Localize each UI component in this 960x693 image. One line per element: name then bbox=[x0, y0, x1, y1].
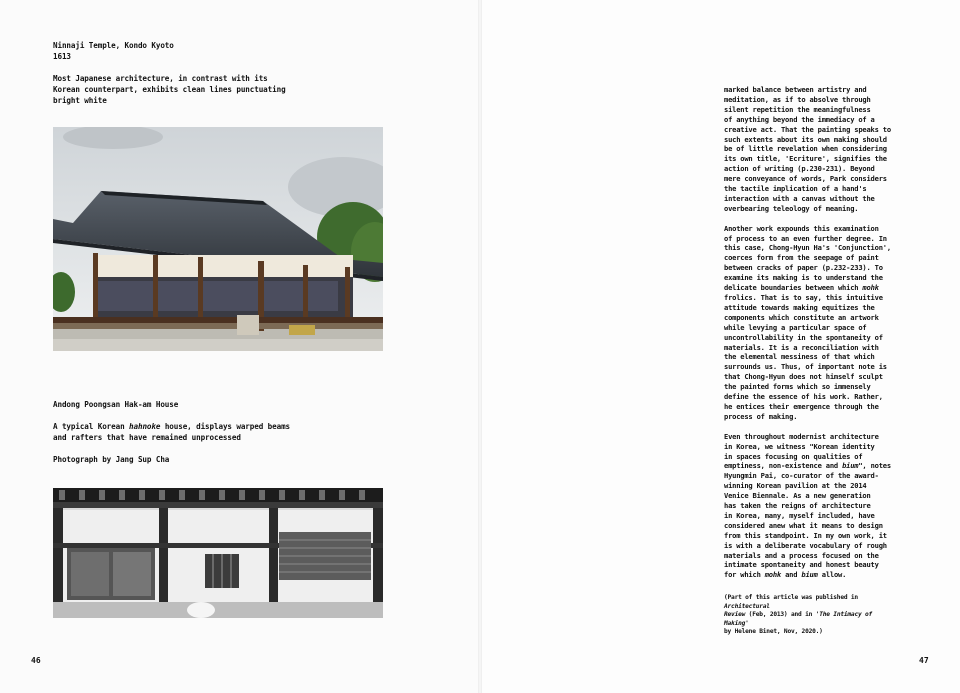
temple-photo bbox=[53, 127, 383, 351]
article-body bbox=[724, 85, 894, 646]
emphasis: bium bbox=[842, 461, 859, 471]
emphasis: mohk bbox=[764, 570, 782, 580]
spine-gutter bbox=[478, 0, 482, 693]
caption-title: Ninnaji Temple, Kondo Kyoto bbox=[53, 41, 174, 50]
page-number-left: 46 bbox=[31, 656, 41, 665]
emphasis: hahnoke bbox=[129, 422, 161, 431]
caption-line: and rafters that have remained unprocessed bbox=[53, 433, 241, 442]
emphasis: mohk bbox=[862, 283, 879, 293]
hanok-illustration bbox=[53, 488, 383, 618]
emphasis: 'The Intimacy of Making' bbox=[724, 611, 873, 627]
caption-line: A typical Korean hahnoke house, displays warped beams bbox=[53, 422, 291, 431]
paragraph: Even throughout modernist architecture in Korea, we witness "Korean identity in spaces focusing on qualities of emptiness, non-existence and bium", notes Hyungmin Pai, co-curator of the award- winning Korean pavilion at the 2014 Venice Biennale. As a new generation has taken the reigns of architecture in Korea, many, myself included, have considered anew what it means to design from this standpoint. In my own work, it is with a deliberate vocabulary of rough materials and a process focused on the intimate spontaneity and honest beauty for which mohk and bium allow. bbox=[724, 431, 891, 580]
caption-year: 1613 bbox=[53, 52, 71, 61]
publication-note: (Part of this article was published in Architectural Review (Feb, 2013) and in 'The Intimacy of Making' by Helene Binet, Nov, 2020.) bbox=[724, 594, 873, 635]
photo-credit: Photograph by Jang Sup Cha bbox=[53, 455, 170, 464]
emphasis: bium bbox=[801, 570, 818, 580]
caption-line: Korean counterpart, exhibits clean lines punctuating bbox=[53, 85, 286, 94]
paragraph: marked balance between artistry and meditation, as if to absolve through silent repetition the meaningfulness of anything beyond the immediacy of a creative act. That the painting speaks to such extents about its own making should be of little revelation when considering its own title, 'Ecriture', signifies the action of writing (p.230-231). Beyond mere conveyance of words, Park considers the tactile implication of a hand's interaction with a canvas without the overbearing teleology of meaning. bbox=[724, 85, 891, 213]
emphasis: Architectural Review bbox=[724, 602, 770, 619]
caption-line: Most Japanese architecture, in contrast with its bbox=[53, 74, 268, 83]
caption-andong bbox=[53, 399, 293, 465]
caption-title: Andong Poongsan Hak-am House bbox=[53, 400, 179, 409]
page-number-right: 47 bbox=[919, 656, 929, 665]
temple-illustration bbox=[53, 127, 383, 351]
paragraph: Another work expounds this examination of process to an even further degree. In this case, Chong-Hyun Ha's 'Conjunction', coerces form from the seepage of paint between cracks of paper (p.232-233). To examine its making is to understand the delicate boundaries between which mohk frolics. That is to say, this intuitive attitude towards making equitizes the components which constitute an artwork while levying a particular space of uncontrollability in the spontaneity of materials. It is a reconciliation with the elemental messiness of that which surrounds us. Thus, of important note is that Chong-Hyun does not himself sculpt the painted forms which so immensely define the essence of his work. Rather, he entices their emergence through the process of making. bbox=[724, 223, 891, 421]
caption-ninnaji bbox=[53, 40, 293, 106]
hanok-photo bbox=[53, 488, 383, 618]
caption-line: bright white bbox=[53, 96, 107, 105]
